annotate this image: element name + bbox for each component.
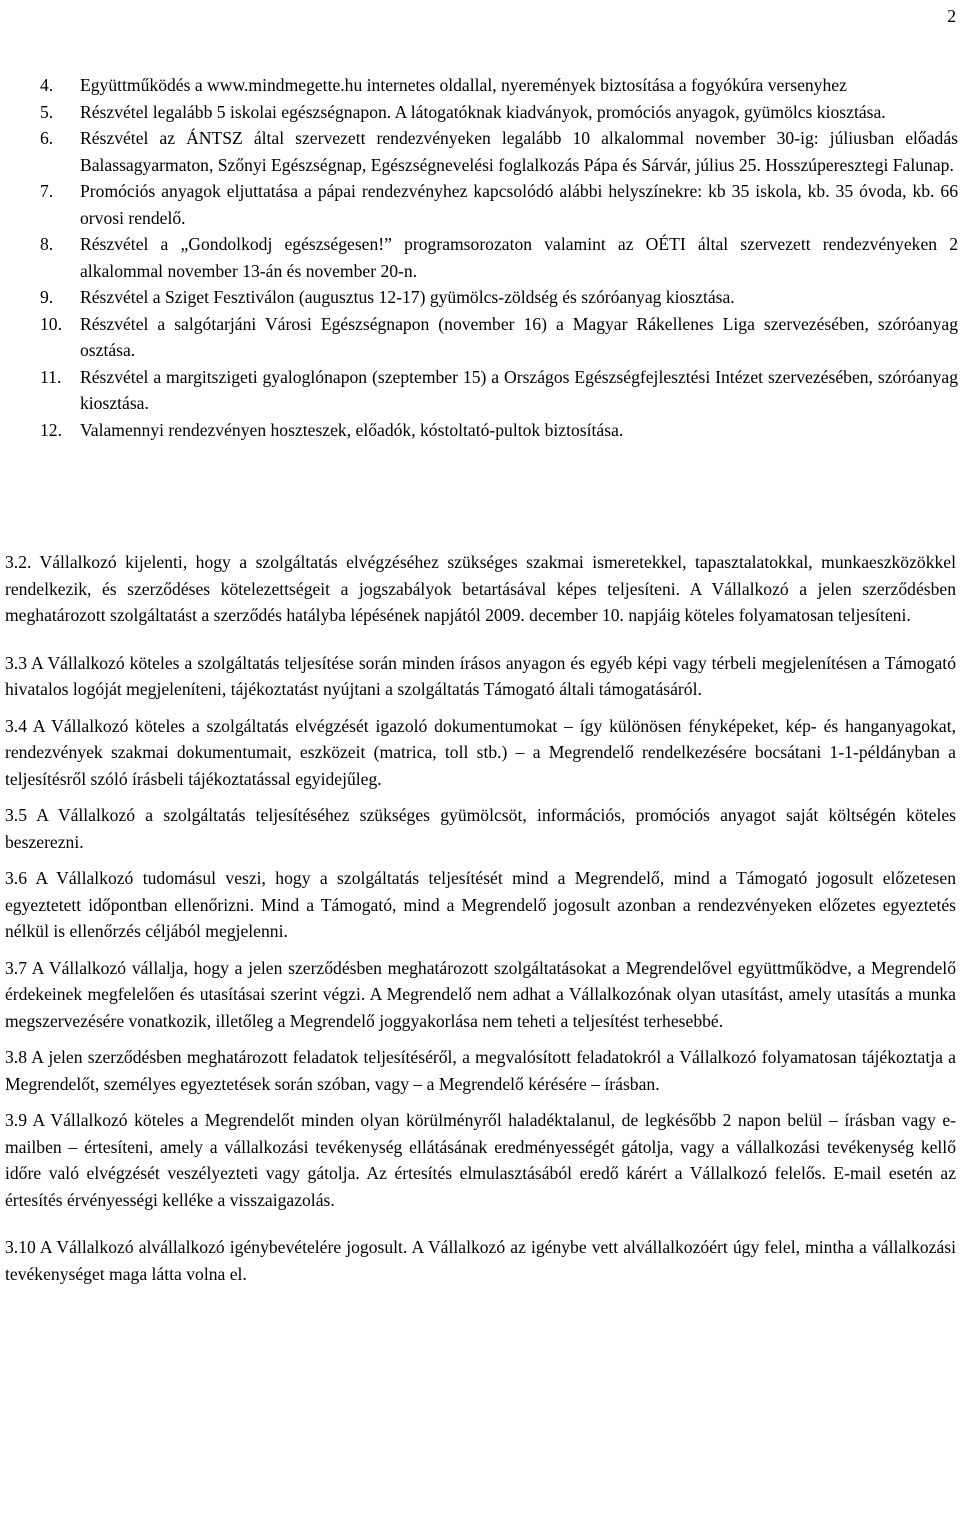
list-item-text: Valamennyi rendezvényen hoszteszek, előadók, kóstoltató-pultok biztosítása. (80, 419, 624, 440)
list-item (40, 231, 958, 284)
section-3-10: 3.10 A Vállalkozó alvállalkozó igénybevételére jogosult. A Vállalkozó az igénybe vett alvállalkozóért úgy felel, mintha a vállalkozási tevékenységet maga látta volna el. (5, 1237, 956, 1284)
list-item-number: 10. (40, 313, 62, 334)
list-item (40, 417, 958, 444)
list-item-number: 9. (40, 287, 54, 307)
list-item (40, 364, 958, 417)
list-item-number: 8. (40, 234, 54, 254)
list-item-text: Együttműködés a www.mindmegette.hu internetes oldallal, nyeremények biztosítása a fogyókúra versenyhez (80, 75, 847, 95)
list-item-text: Promóciós anyagok eljuttatása a pápai rendezvényhez kapcsolódó alábbi helyszínekre: kb 35 iskola, kb. 35 óvoda, kb. 66 orvosi rendelő. (80, 181, 958, 228)
list-item-text: Részvétel legalább 5 iskolai egészségnapon. A látogatóknak kiadványok, promóciós anyagok, gyümölcs kiosztása. (80, 101, 886, 122)
section-3-7: 3.7 A Vállalkozó vállalja, hogy a jelen szerződésben meghatározott szolgáltatásokat a Megrendelővel együttműködve, a Megrendelő érdekeinek megfelelően és utasításai szerint végzi. A Megrendelő nem adhat a Vállalkozónak olyan utasítást, amely utasítás a munka megszervezésére vonatkozik, illetőleg a Megrendelő joggyakorlása nem teheti a teljesítést terhesebbé. (5, 957, 956, 1031)
list-item (40, 178, 958, 231)
list-item-number: 5. (40, 101, 54, 122)
list-item-number: 12. (40, 419, 62, 440)
list-item-text: Részvétel a salgótarjáni Városi Egészségnapon (november 16) a Magyar Rákellenes Liga szervezésében, szóróanyag osztása. (80, 313, 958, 360)
list-item-number: 4. (40, 75, 54, 95)
section-3-3: 3.3 A Vállalkozó köteles a szolgáltatás teljesítése során minden írásos anyagon és egyéb képi vagy térbeli megjelenítésen a Támogató hivatalos logóját megjeleníteni, tájékoztatást nyújtani a szolgáltatás Támogató általi támogatásáról. (5, 652, 956, 699)
section-3-8: 3.8 A jelen szerződésben meghatározott feladatok teljesítéséről, a megvalósított feladatokról a Vállalkozó folyamatosan tájékoztatja a Megrendelőt, személyes egyeztetések során szóban, vagy – a Megrendelő kérésére – írásban. (5, 1047, 956, 1094)
list-item-number: 11. (40, 366, 62, 387)
contract-sections (5, 549, 956, 1297)
list-item (40, 284, 958, 311)
numbered-list (40, 72, 958, 443)
list-item (40, 72, 958, 99)
section-3-5: 3.5 A Vállalkozó a szolgáltatás teljesítéséhez szükséges gyümölcsöt, információs, promóciós anyagot saját költségén köteles beszerezni. (5, 805, 956, 852)
list-item (40, 99, 958, 126)
section-3-9: 3.9 A Vállalkozó köteles a Megrendelőt minden olyan körülményről haladéktalanul, de legkésőbb 2 napon belül – írásban vagy e-mailben – értesíteni, amely a vállalkozási tevékenység ellátásának eredményességét gátolja, vagy a vállalkozási tevékenység kellő időre való elvégzését veszélyezteti vagy gátolja. Az értesítés elmulasztásából eredő kárért a Vállalkozó felelős. E-mail esetén az értesítés érvényességi kelléke a visszaigazolás. (5, 1110, 956, 1210)
list-item-text: Részvétel a „Gondolkodj egészségesen!” programsorozaton valamint az OÉTI által szervezett rendezvényeken 2 alkalommal november 13-án és november 20-n. (80, 234, 958, 281)
list-item-number: 6. (40, 128, 54, 148)
list-item-text: Részvétel a margitszigeti gyaloglónapon (szeptember 15) a Országos Egészségfejlesztési Intézet szervezésében, szóróanyag kiosztása. (80, 366, 958, 413)
section-3-6: 3.6 A Vállalkozó tudomásul veszi, hogy a szolgáltatás teljesítését mind a Megrendelő, mind a Támogató jogosult előzetesen egyeztetett időpontban ellenőrizni. Mind a Támogató, mind a Megrendelő jogosult azonban a rendezvényeken előzetes egyeztetés nélkül is ellenőrzés céljából megjelenni. (5, 868, 956, 941)
list-item (40, 311, 958, 364)
section-3-4: 3.4 A Vállalkozó köteles a szolgáltatás elvégzését igazoló dokumentumokat – így különösen fényképeket, kép- és hanganyagokat, rendezvények szakmai dokumentumait, eszközeit (matrica, toll stb.) – a Megrendelő rendelkezésére bocsátani 1-1-példányban a teljesítésről szóló írásbeli tájékoztatással egyidejűleg. (5, 715, 956, 789)
list-item-text: Részvétel a Sziget Fesztiválon (augusztus 12-17) gyümölcs-zöldség és szóróanyag kiosztása. (80, 287, 735, 307)
list-item (40, 125, 958, 178)
section-3-2: 3.2. Vállalkozó kijelenti, hogy a szolgáltatás elvégzéséhez szükséges szakmai ismeretekkel, tapasztalatokkal, munkaeszközökkel rendelkezik, és szerződéses kötelezettségeit a jogszabályok betartásával képes teljesíteni. A Vállalkozó a jelen szerződésben meghatározott szolgáltatást a szerződés hatályba lépésének napjától 2009. december 10. napjáig köteles folyamatosan teljesíteni. (5, 552, 956, 625)
list-item-text: Részvétel az ÁNTSZ által szervezett rendezvényeken legalább 10 alkalommal november 30-ig: júliusban előadás Balassagyarmaton, Szőnyi Egészségnap, Egészségnevelési foglalkozás Pápa és Sárvár, július 25. Hosszúperesztegi Falunap. (80, 128, 958, 175)
page-number: 2 (947, 6, 956, 26)
list-item-number: 7. (40, 181, 54, 201)
